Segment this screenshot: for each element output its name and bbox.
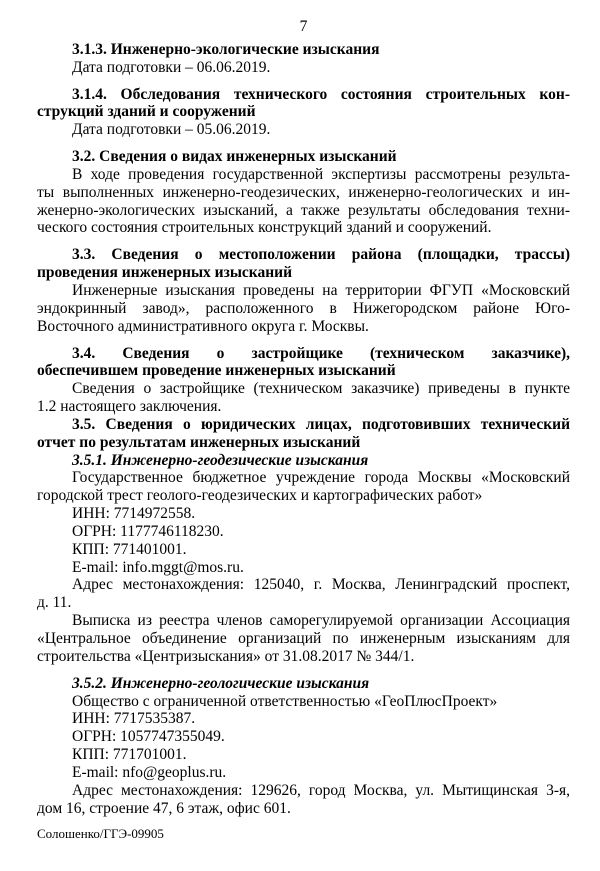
section-3-3 — [37, 246, 570, 335]
paragraph-line: 1.2 настоящего заключения. — [37, 398, 222, 416]
paragraph-line: ческого состояния строительных конструкций зданий и сооружений. — [37, 219, 492, 237]
paragraph-line: В ходе проведения государственной экспертизы рассмотрены результа- — [72, 165, 570, 183]
section-heading-line: 3.3. Сведения о местоположении района (площадки, трассы) — [72, 246, 570, 264]
email-line: E-mail: nfo@geoplus.ru. — [72, 763, 227, 781]
section-heading-line: 3.5. Сведения о юридических лицах, подготовивших технический — [72, 415, 570, 433]
paragraph-line: Выписка из реестра членов саморегулируемой организации Ассоциация — [72, 612, 570, 630]
organization-name-line: Государственное бюджетное учреждение города Москвы «Московский — [72, 469, 570, 487]
section-3-5-2 — [37, 675, 570, 818]
section-3-1-3 — [37, 41, 570, 77]
ogrn-line: ОГРН: 1057747355049. — [72, 728, 225, 746]
paragraph-line: «Центральное объединение организаций по инженерным изысканиям для — [37, 630, 570, 647]
kpp-line: КПП: 771701001. — [72, 746, 187, 764]
section-heading-line: струкций зданий и сооружений — [37, 103, 256, 121]
footer-reference: Солошенко/ГГЭ-09905 — [37, 826, 164, 842]
section-heading-line: 3.1.4. Обследования технического состояния строительных кон- — [72, 85, 570, 103]
organization-name-line: Общество с ограниченной ответственностью «ГеоПлюсПроект» — [72, 692, 498, 710]
section-heading-line: отчет по результатам инженерных изысканий — [37, 433, 361, 451]
paragraph-line: женерно-экологических изысканий, а также результаты обследования техни- — [37, 201, 570, 219]
section-heading-line: 3.5.1. Инженерно-геодезические изыскания — [72, 451, 369, 469]
address-line: Адрес местонахождения: 125040, г. Москва, Ленинградский проспект, — [72, 576, 570, 594]
section-heading-line: проведения инженерных изысканий — [37, 264, 293, 282]
paragraph-line: Восточного административного округа г. Москвы. — [37, 317, 369, 335]
paragraph-line: ты выполненных инженерно-геодезических, инженерно-геологических и ин- — [37, 183, 570, 201]
inn-line: ИНН: 7717535387. — [72, 710, 196, 728]
section-heading-line: 3.1.3. Инженерно-экологические изыскания — [72, 40, 380, 58]
ogrn-line: ОГРН: 1177746118230. — [72, 522, 224, 540]
inn-line: ИНН: 7714972558. — [72, 505, 196, 523]
address-line: д. 11. — [37, 594, 72, 612]
address-line: Адрес местонахождения: 129626, город Москва, ул. Мытищинская 3-я, — [72, 781, 570, 799]
section-heading-line: 3.2. Сведения о видах инженерных изысканий — [72, 148, 397, 166]
paragraph-line: эндокринный завод», расположенного в Нижегородском районе Юго- — [37, 299, 570, 317]
date-line: Дата подготовки – 05.06.2019. — [72, 121, 271, 139]
section-3-2 — [37, 148, 570, 237]
paragraph-line: Сведения о застройщике (техническом заказчике) приведены в пункте — [72, 380, 570, 398]
document-body — [37, 0, 570, 844]
section-3-4 — [37, 345, 570, 416]
section-heading-line: 3.5.2. Инженерно-геологические изыскания — [72, 674, 370, 692]
email-line: E-mail: info.mggt@mos.ru. — [72, 558, 244, 576]
section-heading-line: 3.4. Сведения о застройщике (техническом заказчике), — [72, 344, 570, 362]
paragraph-line: строительства «Центризыскания» от 31.08.2017 № 344/1. — [37, 647, 415, 665]
paragraph-line: Инженерные изыскания проведены на территории ФГУП «Московский — [72, 281, 570, 299]
address-line: дом 16, строение 47, 6 этаж, офис 601. — [37, 799, 291, 817]
page-number: 7 — [299, 18, 308, 35]
section-heading-line: обеспечившем проведение инженерных изысканий — [37, 362, 396, 380]
section-3-5 — [37, 416, 570, 452]
organization-name-line: городской трест геолого-геодезических и картографических работ» — [37, 487, 483, 505]
date-line: Дата подготовки – 06.06.2019. — [72, 58, 271, 76]
section-3-1-4 — [37, 86, 570, 140]
section-3-5-1 — [37, 452, 570, 666]
kpp-line: КПП: 771401001. — [72, 540, 187, 558]
